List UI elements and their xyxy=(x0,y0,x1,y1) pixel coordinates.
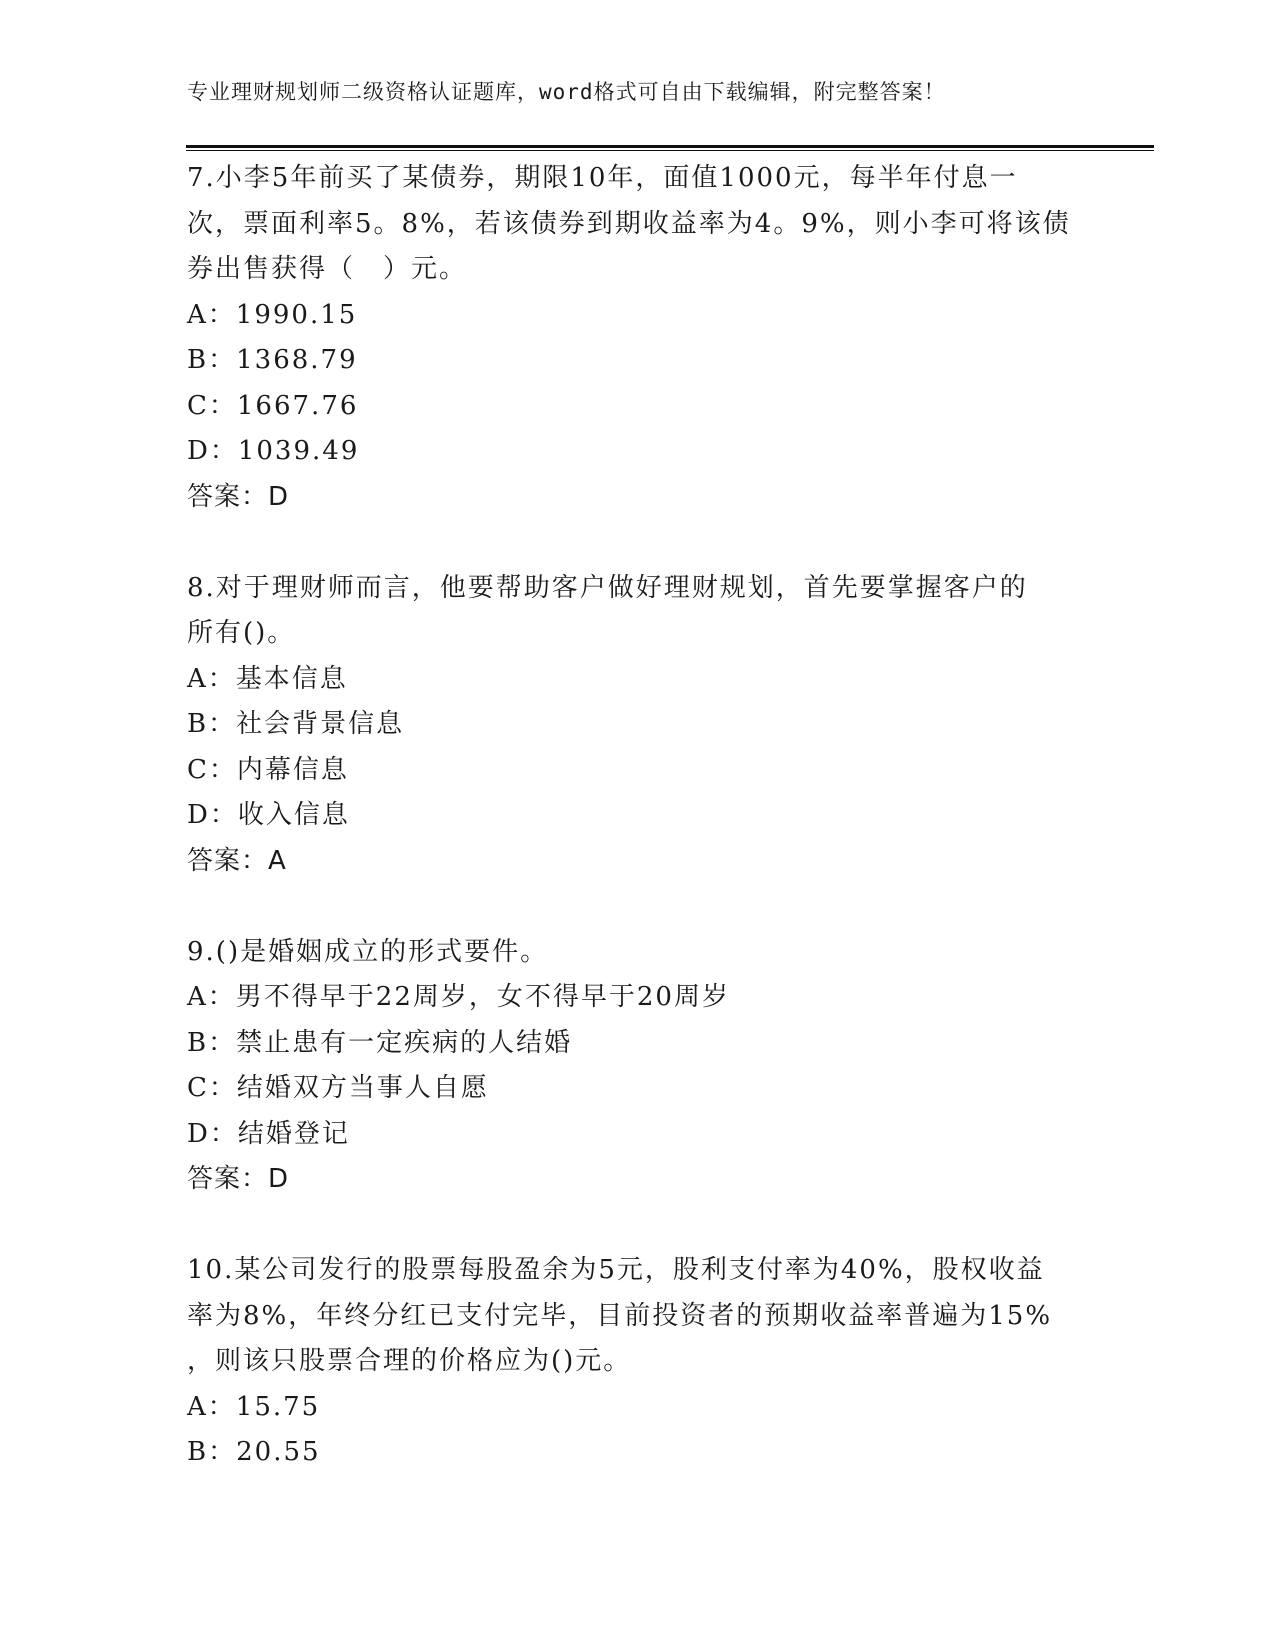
option-a: A：基本信息 xyxy=(187,663,348,694)
question-9 xyxy=(187,930,1067,1203)
stem-line: 次，票面利率5。8%，若该债券到期收益率为4。9%，则小李可将该债 xyxy=(187,208,1071,239)
question-list xyxy=(187,156,1071,1476)
answer-line: 答案：D xyxy=(187,481,290,512)
option-c: C：结婚双方当事人自愿 xyxy=(187,1073,489,1103)
page-header: 专业理财规划师二级资格认证题库，word格式可自由下载编辑，附完整答案！ xyxy=(187,80,946,104)
header-divider xyxy=(186,145,1154,148)
question-stem xyxy=(187,1248,1067,1385)
option-a: A：1990.15 xyxy=(187,299,358,330)
stem-line: 率为8%，年终分红已支付完毕，目前投资者的预期收益率普遍为15% xyxy=(187,1300,1053,1331)
option-b: B：禁止患有一定疾病的人结婚 xyxy=(187,1027,573,1058)
stem-line: 所有()。 xyxy=(187,618,296,648)
option-c: C：1667.76 xyxy=(187,390,359,421)
option-a: A：男不得早于22周岁，女不得早于20周岁 xyxy=(187,982,730,1012)
option-a: A：15.75 xyxy=(187,1391,321,1422)
option-b: B：1368.79 xyxy=(187,345,358,375)
option-d: D：结婚登记 xyxy=(187,1118,350,1149)
option-d: D：1039.49 xyxy=(187,436,360,466)
spacer xyxy=(187,884,1067,930)
option-d: D：收入信息 xyxy=(187,800,350,830)
stem-line: ，则该只股票合理的价格应为()元。 xyxy=(187,1346,632,1376)
question-stem xyxy=(187,930,1067,976)
stem-line: 8.对于理财师而言，他要帮助客户做好理财规划，首先要掌握客户的 xyxy=(187,572,1028,603)
option-b: B：社会背景信息 xyxy=(187,709,405,739)
header-divider-thin xyxy=(186,150,1154,151)
question-10 xyxy=(187,1248,1067,1476)
stem-line: 券出售获得（ ）元。 xyxy=(187,254,468,284)
question-7 xyxy=(187,156,1071,520)
stem-line: 9.()是婚姻成立的形式要件。 xyxy=(187,936,549,967)
spacer xyxy=(187,520,1067,566)
stem-line: 10.某公司发行的股票每股盈余为5元，股利支付率为40%，股权收益 xyxy=(187,1255,1045,1285)
question-stem xyxy=(187,156,1071,293)
stem-line: 7.小李5年前买了某债券，期限10年，面值1000元，每半年付息一 xyxy=(187,163,1018,193)
spacer xyxy=(187,1203,1067,1249)
question-stem xyxy=(187,566,1067,657)
option-c: C：内幕信息 xyxy=(187,754,349,785)
option-b: B：20.55 xyxy=(187,1437,321,1467)
question-8 xyxy=(187,566,1067,885)
answer-line: 答案：A xyxy=(187,845,287,876)
answer-line: 答案：D xyxy=(187,1164,290,1194)
